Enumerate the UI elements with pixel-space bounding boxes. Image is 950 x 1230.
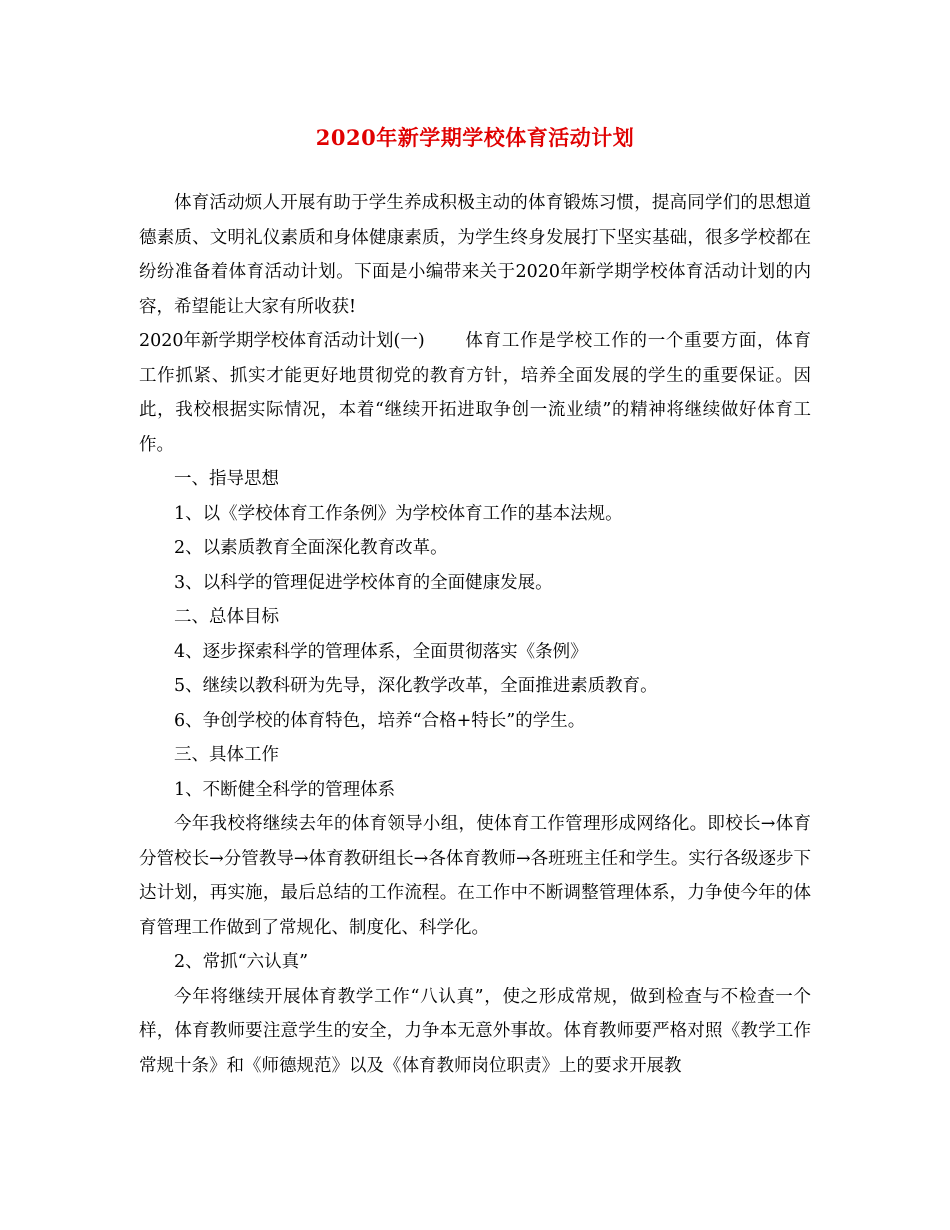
subsection-heading: 1、不断健全科学的管理体系 <box>174 779 396 800</box>
list-item: 2、以素质教育全面深化教育改革。 <box>174 538 448 558</box>
body-paragraph: 今年我校将继续去年的体育领导小组，使体育工作管理形成网络化。即校长→体育分管校长→分管教导→体育教研组长→各体育教师→各班班主任和学生。实行各级逐步下达计划，再实施，最后总结的工作流程。在工作中不断调整管理体系，力争使今年的体育管理工作做到了常规化、制度化、科学化。 <box>139 814 811 938</box>
plan-heading: 2020年新学期学校体育活动计划(一) <box>139 331 425 351</box>
list-item: 5、继续以教科研为先导，深化教学改革，全面推进素质教育。 <box>174 676 658 696</box>
list-item: 4、逐步探索科学的管理体系，全面贯彻落实《条例》 <box>174 641 588 662</box>
plan-intro-text: 体育工作是学校工作的一个重要方面，体育工作抓紧、抓实才能更好地贯彻党的教育方针，培养全面发展的学生的重要保证。因此，我校根据实际情况，本着“继续开拓进取争创一流业绩”的精神将继续做好体育工作。 <box>139 331 811 455</box>
section-heading-goals: 二、总体目标 <box>174 607 279 627</box>
document-body <box>139 186 811 1083</box>
list-item: 1、以《学校体育工作条例》为学校体育工作的基本法规。 <box>174 503 623 524</box>
section-heading-work: 三、具体工作 <box>174 745 279 765</box>
section-heading-guiding: 一、指导思想 <box>174 469 279 489</box>
list-item: 3、以科学的管理促进学校体育的全面健康发展。 <box>174 572 553 593</box>
body-paragraph: 今年将继续开展体育教学工作“八认真”，使之形成常规，做到检查与不检查一个样，体育教师要注意学生的安全，力争本无意外事故。体育教师要严格对照《教学工作常规十条》和《师德规范》以及《体育教师岗位职责》上的要求开展教 <box>139 986 811 1076</box>
plan-intro-paragraph <box>139 324 811 462</box>
subsection-heading: 2、常抓“六认真” <box>174 952 309 972</box>
document-title: 2020年新学期学校体育活动计划 <box>315 125 635 150</box>
intro-paragraph: 体育活动烦人开展有助于学生养成积极主动的体育锻炼习惯，提高同学们的思想道德素质、文明礼仪素质和身体健康素质，为学生终身发展打下坚实基础，很多学校都在纷纷准备着体育活动计划。下面是小编带来关于2020年新学期学校体育活动计划的内容，希望能让大家有所收获! <box>139 193 811 317</box>
list-item: 6、争创学校的体育特色，培养“合格+特长”的学生。 <box>174 710 586 731</box>
